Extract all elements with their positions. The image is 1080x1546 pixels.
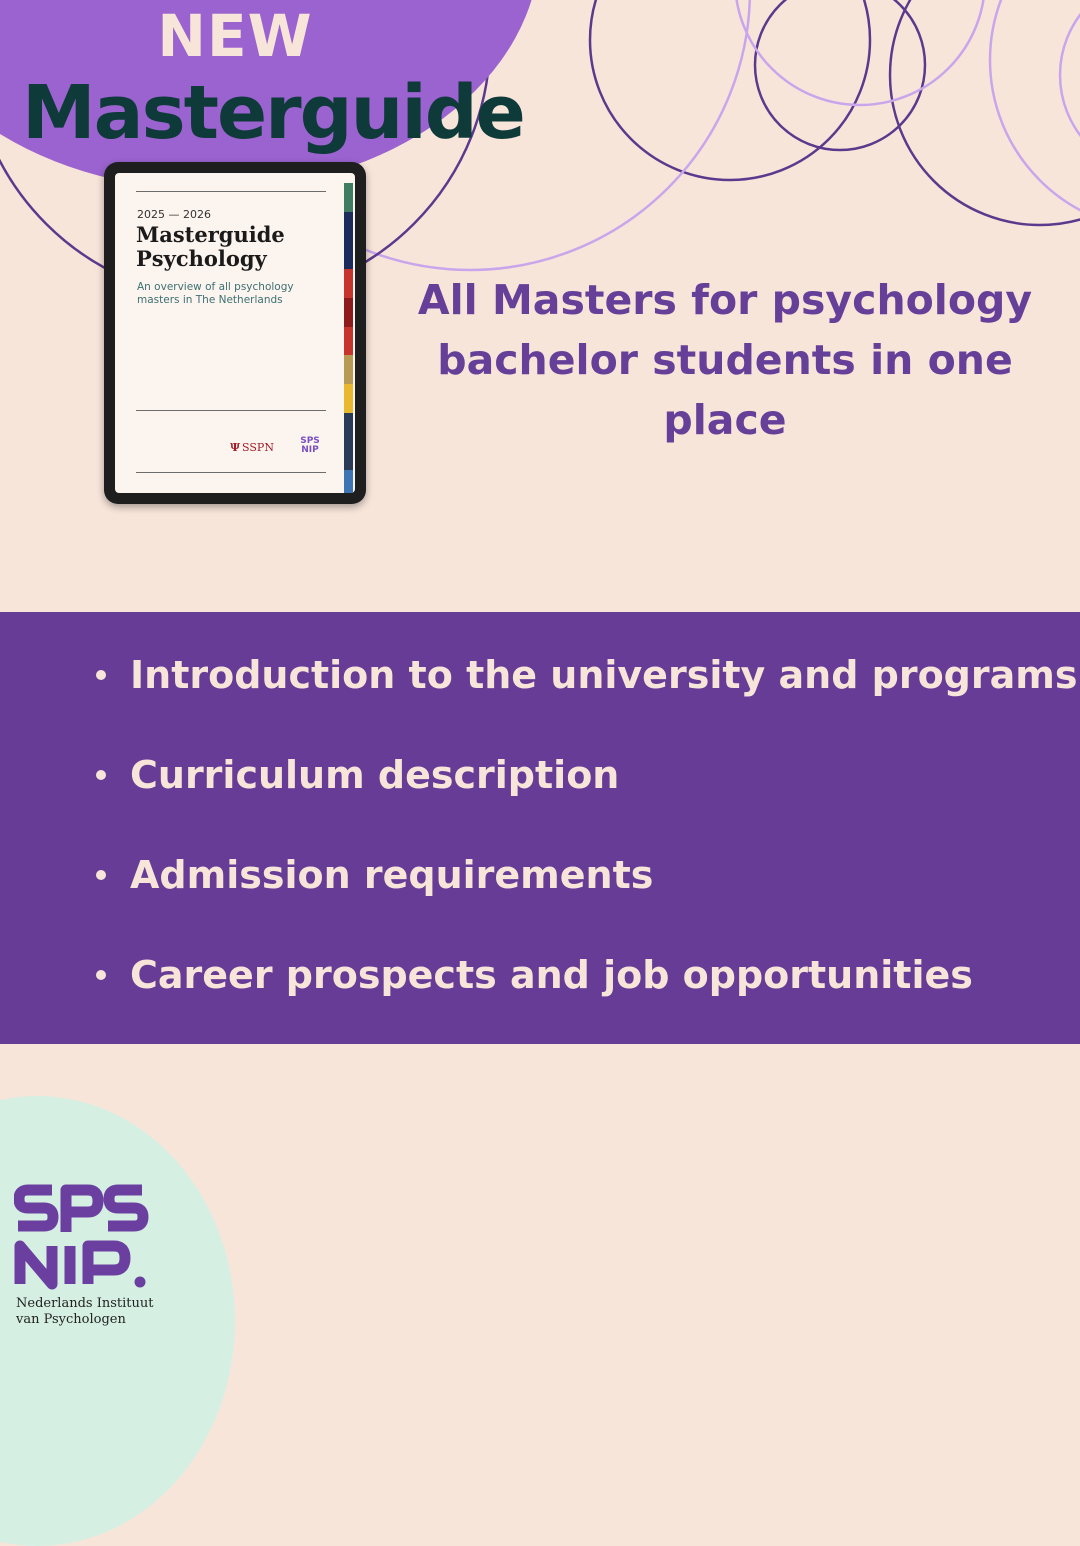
cover-tab [344,212,353,241]
sspn-logo-text: SSPN [242,441,274,454]
tablet-mockup [104,162,366,504]
nip-mark-icon [135,1277,146,1288]
cover-divider-middle [136,410,326,411]
sspn-psi-icon: Ψ [230,441,241,454]
sspn-logo [230,441,274,454]
cover-subtitle: An overview of all psychology masters in The Netherlands [137,281,294,306]
tagline-line2: bachelor students in one place [437,336,1013,444]
feature-item [96,742,1077,842]
feature-item [96,942,1077,1042]
cover-tab [344,355,353,384]
cover-tab [344,470,353,493]
mini-logo-line1: SPS [300,436,320,446]
cover-tab [344,327,353,356]
sps-nip-mini-logo [295,437,325,467]
feature-text: Admission requirements [130,853,654,897]
feature-text: Career prospects and job opportunities [130,953,973,997]
cover-title-line2: Psychology [136,246,267,271]
cover-tab [344,240,353,269]
feature-text: Curriculum description [130,753,620,797]
guide-cover [115,173,355,493]
bullet-dot [96,870,106,880]
nip-caption-line1: Nederlands Instituut [16,1296,154,1311]
feature-item [96,642,1077,742]
nip-caption-line2: van Psychologen [16,1312,126,1327]
cover-years: 2025 — 2026 [137,208,211,221]
features-list [96,642,1077,1042]
cover-tab [344,442,353,471]
mini-logo-line2: NIP [301,445,319,455]
sps-nip-logo [14,1180,194,1300]
cover-divider-bottom [136,472,326,473]
cover-color-tabs [344,183,353,493]
feature-text: Introduction to the university and programs [130,653,1078,697]
cover-tab [344,384,353,413]
cover-divider-top [136,191,326,192]
tagline [380,270,1070,450]
cover-tab [344,183,353,212]
cover-title [136,223,336,271]
tagline-line1: All Masters for psychology [417,276,1033,324]
bullet-dot [96,970,106,980]
bullet-dot [96,670,106,680]
cover-tab [344,298,353,327]
cover-tab [344,413,353,442]
feature-item [96,842,1077,942]
cover-tab [344,269,353,298]
nip-caption [16,1296,153,1328]
new-badge: NEW [157,2,313,70]
cover-title-line1: Masterguide [136,222,285,247]
features-band [0,612,1080,1044]
bullet-dot [96,770,106,780]
page-title: Masterguide [22,70,524,156]
